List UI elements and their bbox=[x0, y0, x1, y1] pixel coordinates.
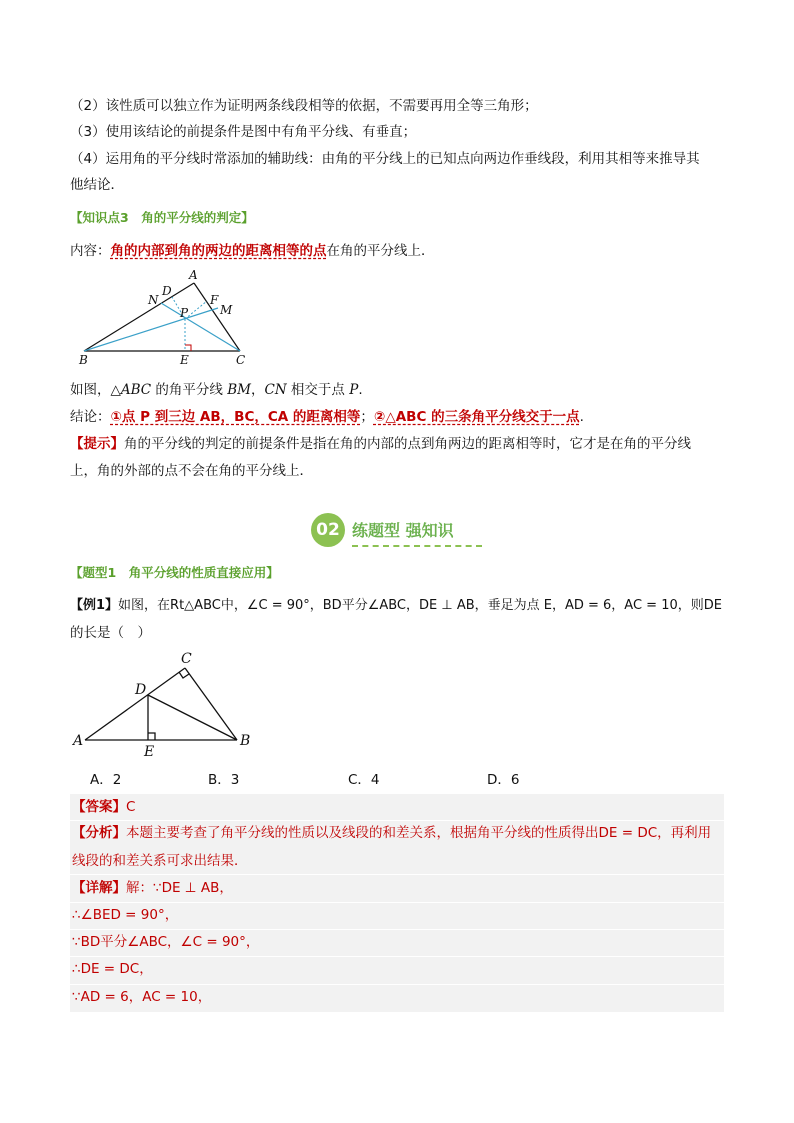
box-separator bbox=[70, 902, 724, 903]
note-3: （3）使用该结论的前提条件是图中有角平分线、有垂直； bbox=[70, 124, 417, 140]
label-b: B bbox=[240, 733, 251, 749]
label-c: C bbox=[236, 353, 246, 367]
type1-heading: 【题型1 角平分线的性质直接应用】 bbox=[70, 565, 279, 580]
fig-desc-triangle: △ABC bbox=[110, 382, 152, 398]
option-a[interactable]: A．2 bbox=[90, 772, 122, 788]
bisector-bm bbox=[84, 308, 218, 351]
option-d[interactable]: D．6 bbox=[487, 772, 520, 788]
tip-text: 角的平分线的判定的前提条件是指在角的内部的点到角两边的距离相等时，它才是在角的平分线 bbox=[124, 436, 691, 452]
detail-text: 解：∵DE ⊥ AB， bbox=[126, 880, 233, 896]
label-f: F bbox=[210, 293, 219, 307]
example1-text: 如图，在Rt△ABC中，∠C = 90°，BD平分∠ABC，DE ⊥ AB，垂足为点 E，AD = 6，AC = 10，则DE bbox=[118, 598, 722, 613]
conclusion-label: 结论： bbox=[70, 409, 111, 425]
content-label: 内容： bbox=[70, 243, 111, 259]
detail-line2: ∴∠BED = 90°， bbox=[72, 907, 179, 923]
detail-line3: ∵BD平分∠ABC，∠C = 90°， bbox=[72, 934, 260, 950]
section-number-badge: 02 bbox=[311, 513, 345, 547]
conclusion-2: ②△ABC 的三条角平分线交于一点 bbox=[373, 409, 580, 425]
perpendicular-pf bbox=[185, 301, 207, 319]
answer-line bbox=[72, 797, 135, 817]
note-4-line2: 他结论． bbox=[70, 177, 124, 193]
triangle-bisector-figure bbox=[70, 266, 260, 370]
label-d: D bbox=[162, 284, 172, 298]
right-triangle-figure bbox=[70, 648, 270, 760]
answer-value: C bbox=[126, 799, 136, 815]
fig-desc-bm: BM bbox=[227, 382, 251, 398]
side-bc bbox=[185, 668, 237, 740]
label-a: A bbox=[189, 268, 198, 282]
label-p: P bbox=[180, 306, 189, 320]
box-separator bbox=[70, 874, 724, 875]
section-banner-underline bbox=[352, 545, 482, 547]
fig-desc-part: 相交于点 bbox=[286, 382, 350, 398]
side-ac bbox=[85, 668, 185, 740]
label-d: D bbox=[135, 682, 147, 698]
box-separator bbox=[70, 984, 724, 985]
right-angle-mark-e bbox=[185, 345, 191, 351]
fig-desc-part: . bbox=[358, 382, 363, 398]
label-a: A bbox=[73, 733, 84, 749]
fig-desc-cn: CN bbox=[264, 382, 287, 398]
conclusion-line bbox=[70, 407, 584, 427]
note-2: （2）该性质可以独立作为证明两条线段相等的依据，不需要再用全等三角形； bbox=[70, 98, 538, 114]
conclusion-sep: ； bbox=[360, 409, 374, 425]
example1-line2: 的长是（ ） bbox=[70, 625, 151, 641]
option-c[interactable]: C．4 bbox=[348, 772, 380, 788]
fig-desc-p: P bbox=[349, 382, 359, 398]
label-m: M bbox=[220, 303, 233, 317]
note-4-line1: （4）运用角的平分线时常添加的辅助线：由角的平分线上的已知点向两边作垂线段，利用其相等来推导其 bbox=[70, 151, 700, 167]
detail-line5: ∵AD = 6，AC = 10， bbox=[72, 989, 212, 1005]
fig-desc-part: ， bbox=[250, 382, 265, 398]
content-line bbox=[70, 241, 435, 261]
content-highlight: 角的内部到角的两边的距离相等的点 bbox=[110, 243, 327, 259]
box-separator bbox=[70, 956, 724, 957]
detail-line4: ∴DE = DC， bbox=[72, 961, 153, 977]
label-e: E bbox=[144, 744, 155, 760]
label-c: C bbox=[181, 651, 192, 667]
analysis-line1 bbox=[72, 823, 711, 843]
analysis-line2: 线段的和差关系可求出结果． bbox=[72, 853, 248, 869]
label-n: N bbox=[148, 293, 159, 307]
section-banner-title: 练题型 强知识 bbox=[352, 521, 454, 540]
tip-line2: 上，角的外部的点不会在角的平分线上． bbox=[70, 463, 313, 479]
example1-label: 【例1】 bbox=[70, 598, 119, 613]
box-separator bbox=[70, 820, 724, 821]
option-b[interactable]: B．3 bbox=[208, 772, 240, 788]
segment-bd bbox=[148, 695, 237, 740]
fig-desc-part: 的角平分线 bbox=[151, 382, 228, 398]
tip-line1 bbox=[70, 434, 691, 454]
example1-line1 bbox=[70, 596, 722, 616]
answer-label: 【答案】 bbox=[72, 799, 126, 815]
fig-desc-part: 如图， bbox=[70, 382, 111, 398]
detail-label: 【详解】 bbox=[72, 880, 126, 896]
box-separator bbox=[70, 929, 724, 930]
conclusion-end: . bbox=[579, 409, 584, 425]
label-b: B bbox=[79, 353, 88, 367]
side-ab bbox=[84, 283, 194, 351]
right-angle-mark-e bbox=[148, 733, 155, 740]
analysis-text: 本题主要考查了角平分线的性质以及线段的和差关系，根据角平分线的性质得出DE = DC，再利用 bbox=[126, 825, 712, 841]
label-e: E bbox=[180, 353, 189, 367]
tip-label: 【提示】 bbox=[70, 436, 124, 452]
figure-description bbox=[70, 380, 363, 400]
detail-line1 bbox=[72, 878, 233, 898]
conclusion-1: ①点 P 到三边 AB，BC，CA 的距离相等 bbox=[110, 409, 361, 425]
content-rest: 在角的平分线上． bbox=[326, 243, 435, 259]
analysis-label: 【分析】 bbox=[72, 825, 126, 841]
knowledge-point-3-heading: 【知识点3 角的平分线的判定】 bbox=[70, 210, 254, 225]
right-angle-mark-c bbox=[179, 672, 189, 678]
